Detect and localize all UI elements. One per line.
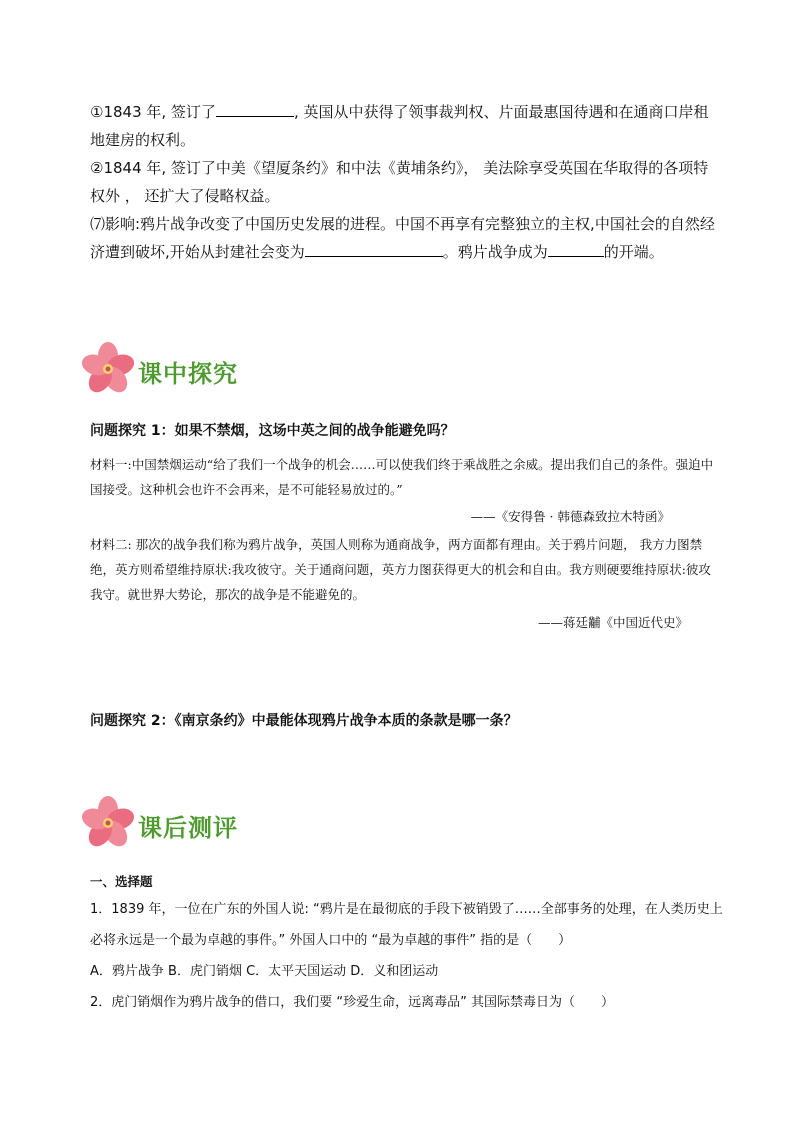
review-block <box>90 98 720 266</box>
review-item-1-rest: , 英国从中获得了领事裁判权、片面最惠国待遇和在通商口岸租地建房的权利。 <box>90 103 709 149</box>
material-2-source: ——蒋廷黼《中国近代史》 <box>537 615 688 630</box>
answer-blank[interactable] <box>305 240 443 257</box>
section-header-inclass <box>78 340 378 400</box>
section-title: 课后测评 <box>138 814 238 842</box>
section-header-after <box>78 794 378 854</box>
answer-blank[interactable] <box>216 100 294 117</box>
flower-icon <box>78 340 138 398</box>
review-item-3-text: ⑺影响:鸦片战争改变了中国历史发展的进程。中国不再享有完整独立的主权,中国社会的自然经济遭到破坏,开始从封建社会变为 <box>90 215 715 261</box>
test-block <box>90 872 726 1018</box>
review-item-2: ②1844 年, 签订了中美《望厦条约》和中法《黄埔条约》， 美法除享受英国在华取得的各项特权外 ， 还扩大了侵略权益。 <box>90 159 709 205</box>
question-1: 1．1839 年，一位在广东的外国人说: “鸦片是在最彻底的手段下被销毁了……全部事务的处理，在人类历史上必将永远是一个最为卓越的事件。” 外国人口中的 “最为卓越的事件” 指的是（ ） <box>90 902 723 948</box>
question-2: 2．虎门销烟作为鸦片战争的借口，我们要 “珍爱生命，远离毒品” 其国际禁毒日为（ ） <box>90 995 615 1010</box>
review-item-1 <box>90 98 720 154</box>
flower-icon <box>78 794 138 852</box>
review-item-1-text: ①1843 年, 签订了 <box>90 103 216 121</box>
inquiry-1-question: 问题探究 1：如果不禁烟，这场中英之间的战争能避免吗？ <box>90 423 455 439</box>
answer-blank[interactable] <box>548 240 604 257</box>
review-item-3-end: 的开端。 <box>603 243 664 261</box>
test-heading: 一、选择题 <box>90 874 153 889</box>
material-block <box>90 452 718 635</box>
review-item-3 <box>90 210 720 266</box>
section-title: 课中探究 <box>138 360 238 388</box>
question-1-options: A．鸦片战争 B．虎门销烟 C．太平天国运动 D．义和团运动 <box>90 964 439 979</box>
material-2: 材料二: 那次的战争我们称为鸦片战争，英国人则称为通商战争，两方面都有理由。关于鸦片问题， 我方力图禁绝，英方则希望维持原状:我攻彼守。关于通商问题，英方力图获得更大的机会和自由。我方则硬要维持原状:彼攻我守。就世界大势论，那次的战争是不能避免的。 <box>90 537 711 602</box>
material-1: 材料一:中国禁烟运动“给了我们一个战争的机会……可以使我们终于乘战胜之余威。提出我们自己的条件。强迫中国接受。这种机会也许不会再来，是不可能轻易放过的。” <box>90 457 714 497</box>
review-item-3-mid: 。鸦片战争成为 <box>442 243 548 261</box>
inquiry-2-question: 问题探究 2：《南京条约》中最能体现鸦片战争本质的条款是哪一条？ <box>90 713 518 729</box>
inquiry-2 <box>90 710 720 730</box>
inquiry-1 <box>90 420 720 440</box>
material-1-source: ——《安得鲁 · 韩德森致拉木特函》 <box>470 509 670 524</box>
